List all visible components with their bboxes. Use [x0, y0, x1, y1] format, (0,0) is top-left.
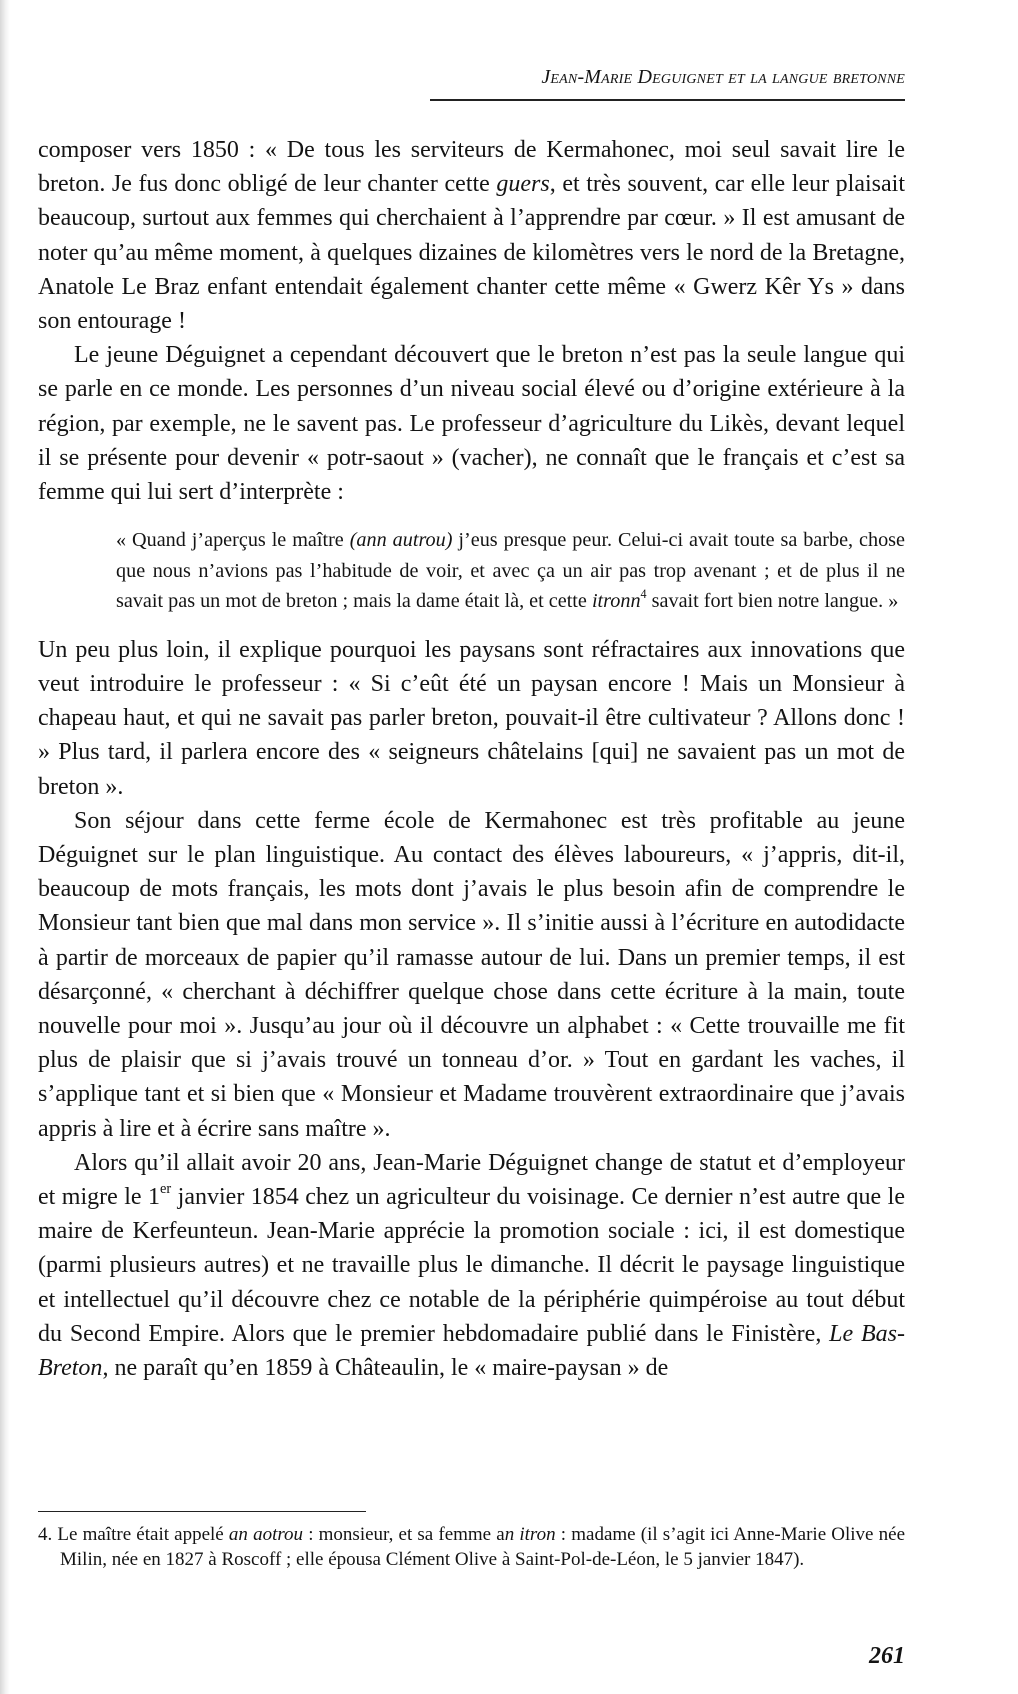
text-run: « Quand j’aperçus le maître: [116, 529, 350, 552]
italic-term: n itron: [504, 1524, 556, 1545]
block-quote: [116, 525, 905, 617]
page-edge-shadow: [0, 0, 10, 1694]
italic-term: an aotrou: [228, 1524, 304, 1545]
text-run: j’eus presque peur. Celui-ci avait toute sa barbe, chose que nous n’avions pas l’habitude de voir, et avec ça un air pas trop avenant ; et de plus il ne savait pas un mot de breton ; mais la dame était là, et cette: [116, 529, 905, 613]
text-run: : madame (il s’agit ici Anne-Marie Olive née Milin, née en 1827 à Roscoff ; elle épousa Clément Olive à Saint-Pol-de-Léon, le 5 janvier 1847).: [60, 1524, 906, 1570]
paragraph-4: Son séjour dans cette ferme école de Kermahonec est très profitable au jeune Déguignet sur le plan linguistique. Au contact des élèves laboureurs, « j’appris, dit-il, beaucoup de mots français, les mots dont j’avais le plus besoin afin de comprendre le Monsieur tant bien que mal dans mon service ». Il s’initie aussi à l’écriture en autodidacte à partir de morceaux de papier qu’il ramasse autour de lui. Dans un premier temps, il est désarçonné, « cherchant à déchiffrer quelque chose dans cette écriture à la main, toute nouvelle pour moi ». Jusqu’au jour où il découvre un alphabet : « Cette trouvaille me fit plus de plaisir que si j’avais trouvé un tonneau d’or. » Tout en gardant les vaches, il s’applique tant et si bien que « Monsieur et Madame trouvèrent extraordinaire que j’avais appris à lire et à écrire sans maître ».: [38, 807, 905, 1142]
footnote-reference[interactable]: 4: [640, 587, 647, 602]
footnote-rule: [38, 1511, 366, 1512]
footnote-number: 4.: [38, 1524, 53, 1545]
text-run: : monsieur, et sa femme a: [303, 1524, 505, 1545]
text-run: Le maître était appelé: [52, 1524, 229, 1545]
text-run: janvier 1854 chez un agriculteur du voisinage. Ce dernier n’est autre que le maire de Kerfeunteun. Jean-Marie apprécie la promotion sociale : ici, il est domestique (parmi plusieurs autres) et ne travaille plus le dimanche. Il décrit le paysage linguistique et intellectuel qu’il découvre chez ce notable de la périphérie quimpéroise au tout début du Second Empire. Alors que le premier hebdomadaire publié dans le Finistère,: [38, 1183, 905, 1347]
paragraph-3: Un peu plus loin, il explique pourquoi les paysans sont réfractaires aux innovations que veut introduire le professeur : « Si c’eût été un paysan encore ! Mais un Monsieur à chapeau haut, et qui ne savait pas parler breton, pouvait-il être cultivateur ? Allons donc ! » Plus tard, il parlera encore des « seigneurs châtelains [qui] ne savaient pas un mot de breton ».: [38, 636, 905, 800]
running-head: Jean-Marie Deguignet et la langue bretonne: [541, 66, 905, 88]
footnote-4: [38, 1523, 906, 1572]
ordinal-superscript: er: [160, 1181, 172, 1198]
paragraph-5: [38, 1146, 905, 1385]
text-run: , ne paraît qu’en 1859 à Châteaulin, le « maire-paysan » de: [102, 1355, 669, 1381]
italic-term: itronn: [591, 590, 641, 613]
text-run: , et très souvent, car elle leur plaisait beaucoup, surtout aux femmes qui cherchaient à l’apprendre par cœur. » Il est amusant de noter qu’au même moment, à quelques dizaines de kilomètres vers le nord de la Bretagne, Anatole Le Braz enfant entendait également chanter cette même « Gwerz Kêr Ys » dans son entourage !: [38, 171, 906, 335]
text-run: savait fort bien notre langue. »: [646, 590, 899, 613]
running-head-rule: [430, 99, 905, 101]
body-text: [38, 133, 905, 1385]
text-run: composer vers 1850 : « De tous les serviteurs de Kermahonec, moi seul savait lire le breton. Je fus donc obligé de leur chanter cette: [38, 137, 905, 198]
italic-title: Le Bas-Breton: [38, 1320, 906, 1381]
paragraph-2: Le jeune Déguignet a cependant découvert que le breton n’est pas la seule langue qui se parle en ce monde. Les personnes d’un niveau social élevé ou d’origine extérieure à la région, par exemple, ne le savent pas. Le professeur d’agriculture du Likès, devant lequel il se présente pour devenir « potr-saout » (vacher), ne connaît que le français et c’est sa femme qui lui sert d’interprète :: [38, 342, 905, 506]
italic-term: (ann autrou): [349, 529, 453, 552]
page-number: 261: [869, 1643, 905, 1669]
text-run: Alors qu’il allait avoir 20 ans, Jean-Marie Déguignet change de statut et d’employeur et migre le 1: [38, 1149, 905, 1210]
italic-term: guers: [496, 171, 550, 198]
paragraph-1: [38, 133, 905, 338]
